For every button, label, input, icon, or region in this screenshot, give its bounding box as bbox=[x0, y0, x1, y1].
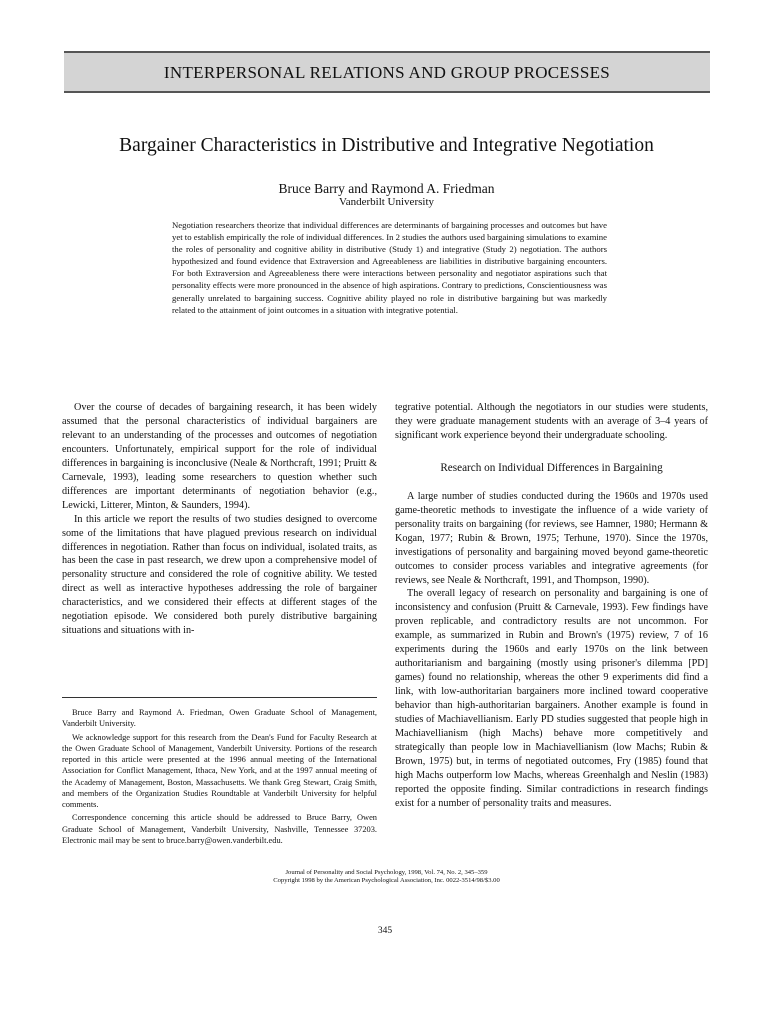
body-paragraph: Over the course of decades of bargaining research, it has been widely assumed that the personal characteristics of individual bargainers are relevant to an understanding of the processes and outcomes of negotiation encounters. Unfortunately, empirical support for the role of individual differences in bargaining is inconclusive (Neale & Northcraft, 1991; Pruitt & Carnevale, 1993), leading some researchers to question whether such differences are important determinants of negotiation behavior (e.g., Lewicki, Litterer, Minton, & Saunders, 1994). bbox=[62, 402, 377, 511]
copyright-line: Copyright 1998 by the American Psychological Association, Inc. 0022-3514/98/$3.00 bbox=[273, 877, 500, 884]
abstract: Negotiation researchers theorize that individual differences are determinants of bargaining processes and outcomes but have yet to establish empirically the role of individual differences. In 2 studies the authors used bargaining simulations to examine the roles of personality and cognitive ability in distributive (Study 1) and integrative (Study 2) negotiation. The authors hypothesized and found evidence that Extraversion and Agreeableness are liabilities in distributive bargaining encounters. For both Extraversion and Agreeableness there were interactions between personality and negotiator aspirations such that personality effects were more pronounced in the absence of high aspirations. Contrary to predictions, Conscientiousness was generally unrelated to bargaining success. Cognitive ability played no role in distributive bargaining but was markedly related to the attainment of joint outcomes in a situation with integrative potential. bbox=[172, 220, 607, 315]
body-paragraph: The overall legacy of research on personality and bargaining is one of inconsistency and confusion (Pruitt & Carnevale, 1993). Few findings have proven replicable, and contradictory results are not uncommon. For example, as summarized in Rubin and Brown's (1975) review, 7 of 16 experiments during the 1960s and early 1970s on the link between authoritarianism and bargaining (mostly using prisoner's dilemma [PD] games) found no relationship, whereas the other 9 experiments did find a link, with low-authoritarian bargainers more inclined toward cooperative behavior than high-authoritarian bargainers. Another example is found in studies of Machiavellianism. Early PD studies suggested that people high in Machiavellianism (high Machs) behave more competitively and strategically than people low in Machiavellianism (low Machs; Rubin & Brown, 1975) but, in terms of negotiated outcomes, Fry (1985) found that high Machs outperform low Machs, whereas Greenhalgh and Neslin (1983) reported the opposite finding. Similar contradictions in research findings exist for a number of personality traits and measures. bbox=[395, 588, 708, 809]
footnote-paragraph: We acknowledge support for this research from the Dean's Fund for Faculty Research at the Owen Graduate School of Management, Vanderbilt University. Portions of the research reported in this article were presented at the 1996 annual meeting of the International Association for Conflict Management, Ithaca, New York, and at the 1997 annual meeting of the Academy of Management, Boston, Massachusetts. We thank Greg Stewart, Craig Smith, and members of the Organization Studies Roundtable at Vanderbilt University for helpful comments. bbox=[62, 732, 377, 809]
body-paragraph: In this article we report the results of two studies designed to overcome some of the limitations that have plagued previous research on individual differences in negotiation. Rather than focus on individual, isolated traits, as has been the case in past research, we drew upon a comprehensive model of personality structure and considered the role of cognitive ability. We tested direct as well as interactive hypotheses addressing the role of bargainer characteristics, and we considered their effects at different stages of the negotiation episode. We considered both purely distributive bargaining situations and situations with in- bbox=[62, 513, 377, 637]
right-column bbox=[395, 401, 708, 811]
section-heading: Research on Individual Differences in Bargaining bbox=[440, 461, 663, 474]
body-paragraph: A large number of studies conducted during the 1960s and 1970s used game-theoretic methods to investigate the influence of a wide variety of personality traits on bargaining (for reviews, see Hamner, 1980; Hermann & Kogan, 1977; Rubin & Brown, 1975; Terhune, 1970). Since the 1970s, investigations of personality and bargaining moved beyond game-theoretic outcomes to consider process variables and integrative agreements (for reviews, see Neale & Northcraft, 1991, and Thompson, 1990). bbox=[395, 490, 708, 586]
body-paragraph: tegrative potential. Although the negotiators in our studies were students, they were graduate management students with an average of 3–4 years of significant work experience beyond their undergraduate schooling. bbox=[395, 402, 708, 441]
footnote-paragraph: Correspondence concerning this article should be addressed to Bruce Barry, Owen Graduate School of Management, Vanderbilt University, Nashville, Tennessee 37203. Electronic mail may be sent to bruce.barry@owen.vanderbilt.edu. bbox=[62, 813, 377, 845]
left-column bbox=[62, 401, 377, 638]
article-title: Bargainer Characteristics in Distributive and Integrative Negotiation bbox=[119, 135, 654, 156]
footnote-paragraph: Bruce Barry and Raymond A. Friedman, Owen Graduate School of Management, Vanderbilt University. bbox=[62, 708, 377, 729]
footnote-divider bbox=[62, 697, 377, 698]
author-note bbox=[62, 707, 377, 848]
journal-line: Journal of Personality and Social Psychology, 1998, Vol. 74, No. 2, 345–359 bbox=[285, 869, 488, 876]
section-banner: INTERPERSONAL RELATIONS AND GROUP PROCESSES bbox=[64, 51, 710, 93]
journal-citation bbox=[200, 869, 573, 885]
authors: Bruce Barry and Raymond A. Friedman bbox=[278, 181, 495, 196]
page-number: 345 bbox=[377, 926, 393, 936]
affiliation: Vanderbilt University bbox=[338, 196, 434, 208]
